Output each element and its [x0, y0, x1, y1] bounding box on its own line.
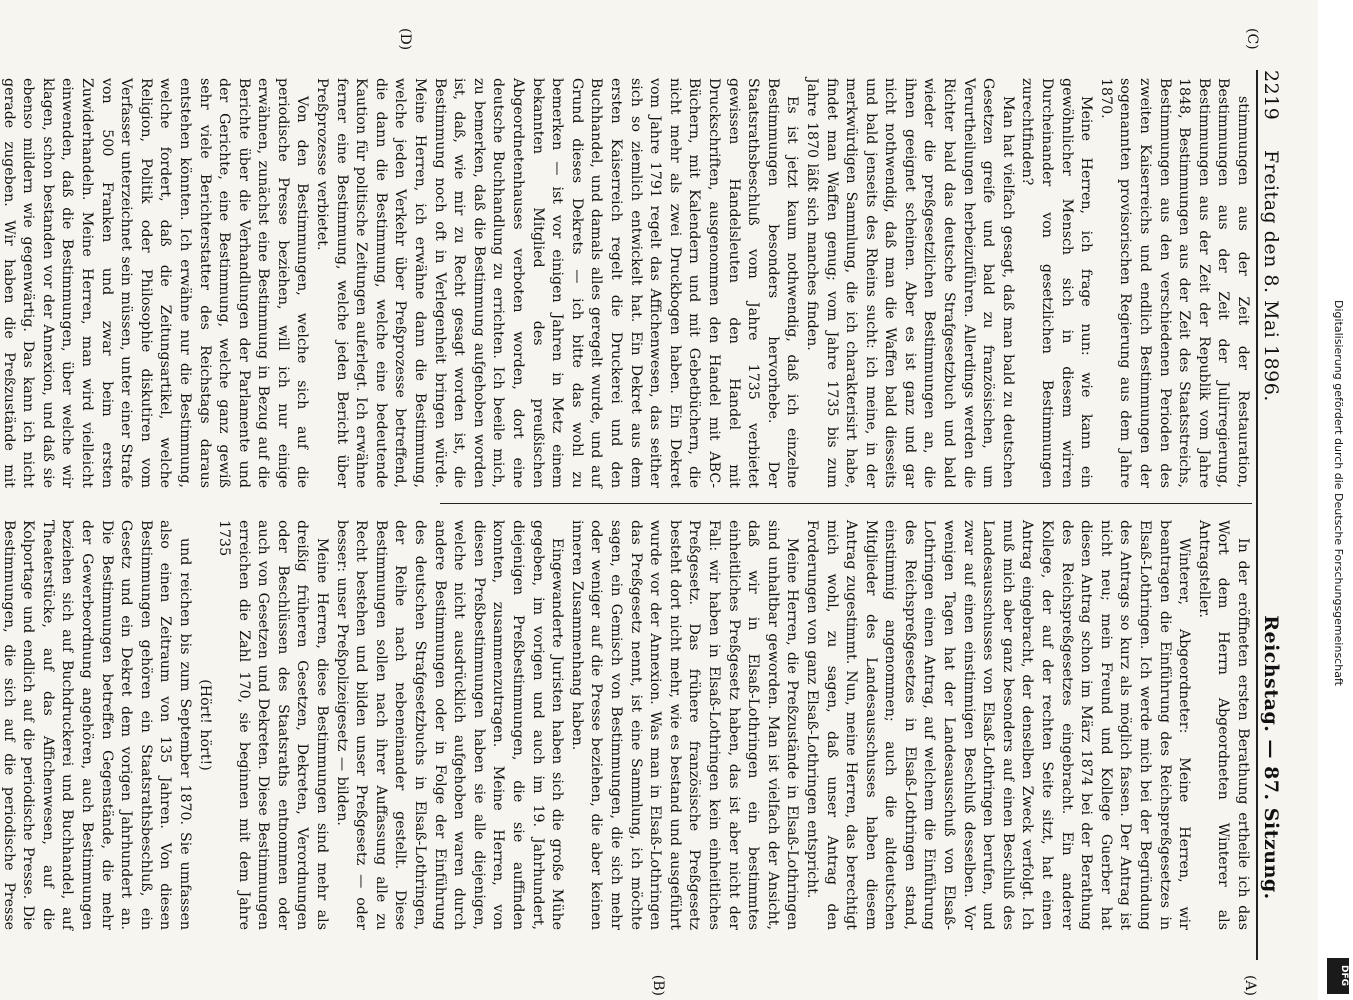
marker-c: (C): [1244, 28, 1260, 50]
paragraph: Meine Herren, die Preßzustände in Elsaß-Lothringen sind unhaltbar geworden. Man ist vielfach der Ansicht, daß wir in Elsaß-Lothringen ein bestimmtes einheitliches Preßgesetz haben, das ist aber nicht der Fall: wir haben in Elsaß-Lothringen kein einheitliches Preßgesetz. Das frühere französische Preßgesetz besteht dort nicht mehr, wie es bestand und ausgeführt wurde vor der Annexion. Was man in Elsaß-Lothringen das Preßgesetz nennt, ist eine Sammlung, ich möchte sagen, ein Gemisch von Bestimmungen, die sich mehr oder weniger auf die Presse beziehen, die aber keinen inneren Zusammenhang haben.: [568, 520, 801, 930]
paragraph: stimmungen aus der Zeit der Restauration, Bestimmungen aus der Zeit der Julirregierung, Bestimmungen aus der Zeit der Republik vom Jahre 1848, Bestimmungen aus der Zeit des Staatsstreichs, Bestimmungen aus den verschiedenen Perioden des zweiten Kaiserreichs und endlich Bestimmungen der sogenannten provisorischen Regierung aus dem Jahre 1870.: [1097, 78, 1251, 488]
digitization-credit: Digitalisierung gefördert durch die Deutsche Forschungsgemeinschaft: [1332, 300, 1345, 686]
interjection: (Hört! hört!): [196, 679, 213, 771]
paragraph: Eingewanderte Juristen haben sich die große Mühe gegeben, im vorigen und auch im 19. Jahrhundert, diejenigen Preßbestimmungen, die sie auffinden konnten, zusammenzutragen. Meine Herren, von diesen Preßbestimmungen haben sie alle diejenigen, welche nicht ausdrücklich aufgehoben waren durch andere Bestimmungen oder in Folge der Einführung des deutschen Strafgesetzbuchs in Elsaß-Lothringen, der Reihe nach nebeneinander gestellt. Diese Bestimmungen sollen nach ihrer Auffassung alle zu Recht bestehen und bilden unser Preßgesetz — oder besser: unser Preßpolizeigesetz — bilden.: [333, 520, 566, 930]
paragraph: In der eröffneten ersten Berathung ertheile ich das Wort dem Herrn Abgeordneten Winterer als Antragsteller.: [1195, 520, 1251, 930]
header-title: Reichstag. — 87. Sitzung.: [1260, 615, 1282, 900]
column-right-text: [0, 78, 1252, 488]
paragraph: Meine Herren, ich frage nun: wie kann ein gewöhnlicher Mensch sich in diesem wirren Durcheinander von gesetzlichen Bestimmungen zurechtfinden?: [1019, 78, 1095, 488]
paragraph: Meine Herren, diese Bestimmungen sind mehr als dreißig früheren Gesetzen, Dekreten, Verordnungen oder Beschlüssen des Staatsraths entnommen oder auch von Gesetzen und Dekreten. Diese Bestimmungen erreichen die Zahl 170, sie beginnen mit dem Jahre 1735: [216, 520, 331, 930]
marker-a: (A): [1242, 974, 1258, 996]
page-header: [1260, 70, 1286, 960]
paragraph: und reichen bis zum September 1870. Sie umfassen also einen Zeitraum von 135 Jahren. Von diesen Bestimmungen gehören ein Staatsrathsbeschluß, ein Gesetz und ein Dekret dem vorigen Jahrhundert an. Die Bestimmungen betreffen Gegenstände, die mehr der Gewerbeordnung angehören, auch Bestimmungen beziehen sich auf Buchdruckerei und Buchhandel, auf Theaterstücke, auf das Affichenwesen, auf die Kolportage und endlich auf die periodische Presse. Die Bestimmungen, die sich auf die periodische Presse: [0, 520, 193, 930]
paragraph: Man hat vielfach gesagt, daß man bald zu deutschen Gesetzen greife und bald zu französischen, um Verurtheilungen herbeizuführen. Allerdings werden die Richter bald das deutsche Strafgesetzbuch und bald wieder die preßgesetzlichen Bestimmungen an, die ihnen geeignet scheinen. Aber es ist ganz und gar nicht nothwendig, daß man die Waffen bald diesseits und bald jenseits des Rheins sucht: ich meine, in der merkwürdigen Sammlung, die ich charakterisirt habe, findet man Waffen genug; vom Jahre 1735 bis zum Jahre 1870 läßt sich manches finden.: [803, 78, 1016, 488]
paragraph: Von den Bestimmungen, welche sich auf die periodische Presse beziehen, will ich nur einige erwähnen, zunächst eine Bestimmung in Bezug auf die Berichte über die Verhandlungen der Parlamente und der Gerichte, eine Bestimmung, welche ganz gewiß sehr viele Berichterstatter des Reichstags daraus entstehen könnten. Ich erwähne nur die Bestimmung, welche fordert, daß die Zeitungsartikel, welche Religion, Politik oder Philosophie diskutiren vom Verfasser unterzeichnet sein müssen, unter einer Strafe von 500 Franken und zwar beim ersten Zuwiderhandeln. Meine Herren, man wird vielleicht einwenden, daß die Bestimmungen, über welche wir klagen, schon bestanden vor der Annexion, und daß sie ebenso mildern wie gegenwärtig. Das kann ich nicht gerade zugeben. Wir haben die Preßzustände mit: [0, 78, 311, 488]
paragraph: Winterer, Abgeordneter: Meine Herren, wir beantragen die Einführung des Reichspreßgesetzes in Elsaß-Lothringen. Ich werde mich bei der Begründung des Antrags so kurz als möglich fassen. Der Antrag ist nicht neu; mein Freund und Kollege Guerber hat diesen Antrag schon im März 1874 bei der Berathung des Reichspreßgesetzes eingebracht. Ein anderer Kollege, der auf der rechten Seite sitzt, hat einen Antrag eingebracht, der denselben Zweck verfolgt. Ich muß mich aber ganz besonders auf einen Beschluß des Landesausschusses von Elsaß-Lothringen berufen, und zwar auf einen einstimmigen Beschluß desselben. Vor wenigen Tagen hat der Landesausschuß von Elsaß-Lothringen einen Antrag, auf welchem die Einführung des Reichspreßgesetzes in Elsaß-Lothringen stand, einstimmig angenommen; auch die altdeutschen Mitglieder des Landesausschusses haben diesem Antrag zugestimmt. Nun, meine Herren, das berechtigt mich wohl, zu sagen, daß unser Antrag den Forderungen von ganz Elsaß-Lothringen entspricht.: [803, 520, 1193, 930]
column-left-text: [0, 520, 1252, 930]
dfg-logo: DFG: [1327, 958, 1349, 994]
column-divider: [440, 503, 1252, 504]
header-rule: [1256, 70, 1258, 960]
header-date: Freitag den 8. Mai 1896.: [1260, 150, 1282, 402]
marker-b: (B): [650, 974, 666, 996]
page-number: 2219: [1260, 70, 1282, 121]
paragraph: Es ist jetzt kaum nothwendig, daß ich einzelne Bestimmungen besonders hervorhebe. Der Staatsrathsbeschluß vom Jahre 1735 verbietet gewissen Handelsleuten den Handel mit Druckschriften, ausgenommen den Handel mit ABC-Büchern, mit Kalendern und mit Gebetbüchern, die nicht mehr als zwei Druckbogen haben. Ein Dekret vom Jahre 1791 regelt das Affichenwesen, das seither sich so ziemlich entwickelt hat. Ein Dekret aus dem ersten Kaiserreich regelt die Druckerei und den Buchhandel, und damals alles geregelt wurde, und auf Grund dieses Dekrets — ich bitte das wohl zu bemerken — ist vor einigen Jahren in Metz einem bekannten Mitglied des preußischen Abgeordnetenhauses verboten worden, dort eine deutsche Buchhandlung zu errichten. Ich beeile mich, zu bemerken, daß die Bestimmung aufgehoben worden ist, daß, wie mir zu Recht gesagt worden ist, die Bestimmung noch oft in Verlegenheit bringen würde. Meine Herren, ich erwähne dann die Bestimmung, welche jeden Verkehr über Preßprozesse betreffend, die dann die Bestimmung, welche eine bedeutende Kaution für politische Zeitungen auferlegt. Ich erwähne ferner eine Bestimmung, welche jeden Bericht über Preßprozesse verbietet.: [314, 78, 801, 488]
marker-d: (D): [397, 28, 413, 51]
